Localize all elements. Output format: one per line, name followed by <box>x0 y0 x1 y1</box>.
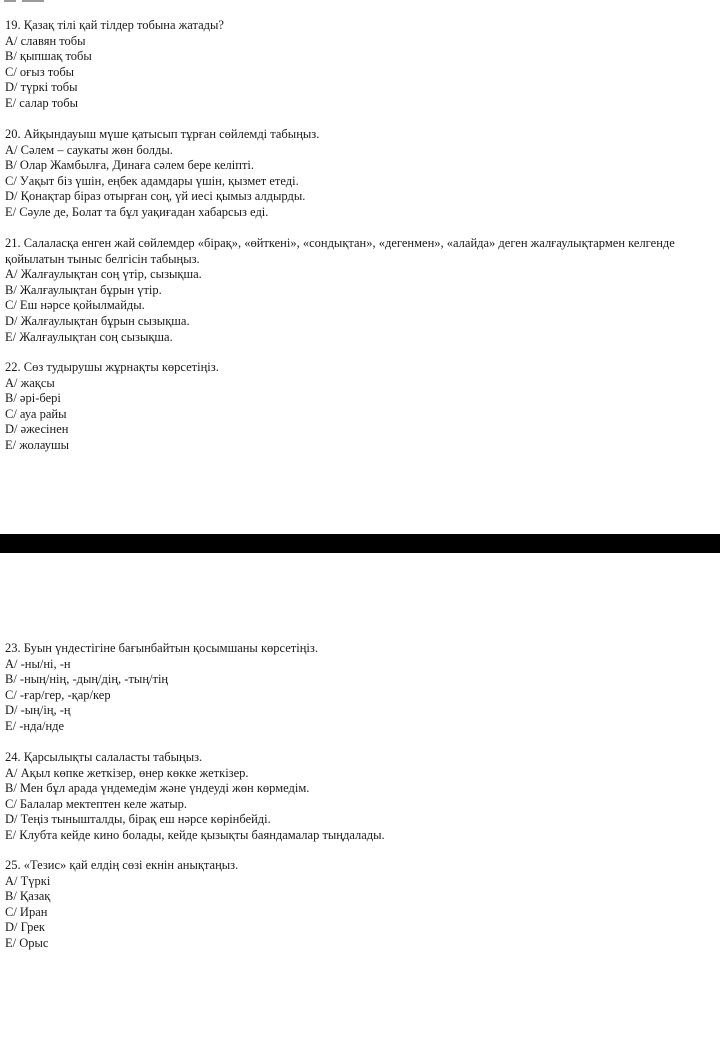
question-24 <box>5 750 712 844</box>
option-e: E/ Сәуле де, Болат та бұл уақиғадан хабарсыз еді. <box>5 204 269 219</box>
question-23 <box>5 641 712 735</box>
option-e: E/ салар тобы <box>5 95 79 110</box>
cropped-text-fragment <box>0 0 60 4</box>
question-text: 23. Буын үндестігіне бағынбайтын қосымшаны көрсетіңіз. <box>5 641 318 655</box>
option-a: A/ славян тобы <box>5 33 86 48</box>
option-b: B/ Олар Жамбылға, Динаға сәлем бере келіпті. <box>5 158 254 173</box>
option-c: C/ Балалар мектептен келе жатыр. <box>5 796 188 811</box>
option-c: C/ оғыз тобы <box>5 64 75 79</box>
question-text: 21. Салаласқа енген жай сөйлемдер «бірақ», «өйткені», «сондықтан», «дегенмен», «алайда» деген жалғаулықтармен келгенде қойылатын тыныс белгісін табыңыз. <box>5 236 675 266</box>
option-d: D/ Теңіз тынышталды, бірақ еш нәрсе көрінбейді. <box>5 812 271 827</box>
option-b: B/ -ның/нің, -дың/дің, -тың/тің <box>5 672 169 687</box>
question-text: 25. «Тезис» қай елдің сөзі екнін анықтаңыз. <box>5 858 239 872</box>
question-21 <box>5 236 712 345</box>
option-b: B/ қыпшақ тобы <box>5 49 92 64</box>
option-e: E/ Жалғаулықтан соң сызықша. <box>5 329 173 344</box>
option-c: C/ Иран <box>5 904 48 919</box>
question-25 <box>5 858 712 952</box>
option-d: D/ түркі тобы <box>5 80 78 95</box>
option-d: D/ Қонақтар біраз отырған соң, үй иесі қымыз алдырды. <box>5 189 306 204</box>
option-a: A/ Ақыл көпке жеткізер, өнер көкке жеткізер. <box>5 765 249 780</box>
question-19 <box>5 18 712 112</box>
option-a: A/ Сәлем – саукаты жөн болды. <box>5 142 173 157</box>
option-d: D/ әжесінен <box>5 422 69 437</box>
question-22 <box>5 360 712 454</box>
option-a: A/ -ны/ні, -н <box>5 656 71 671</box>
option-b: B/ әрі-бері <box>5 391 61 406</box>
question-20 <box>5 127 712 221</box>
option-d: D/ -ың/ің, -ң <box>5 703 71 718</box>
question-text: 22. Сөз тудырушы жұрнақты көрсетіңіз. <box>5 360 219 374</box>
option-d: D/ Жалғаулықтан бұрын сызықша. <box>5 313 190 328</box>
option-c: C/ -ғар/гер, -қар/кер <box>5 687 111 702</box>
option-e: E/ Клубта кейде кино болады, кейде қызықты баяндамалар тыңдалады. <box>5 827 385 842</box>
option-b: B/ Мен бұл арада үндемедім және үндеуді жөн көрмедім. <box>5 781 310 796</box>
option-c: C/ Уақыт біз үшін, еңбек адамдары үшін, қызмет етеді. <box>5 173 299 188</box>
option-e: E/ -нда/нде <box>5 718 65 733</box>
option-b: B/ Жалғаулықтан бұрын үтір. <box>5 282 162 297</box>
option-a: A/ Түркі <box>5 873 51 888</box>
option-a: A/ жақсы <box>5 375 55 390</box>
option-c: C/ ауа райы <box>5 406 67 421</box>
question-text: 20. Айқындауыш мүше қатысып тұрған сөйлемді табыңыз. <box>5 127 320 141</box>
question-text: 24. Қарсылықты салаласты табыңыз. <box>5 750 203 764</box>
option-c: C/ Еш нәрсе қойылмайды. <box>5 298 145 313</box>
page-bottom <box>0 553 720 1061</box>
option-a: A/ Жалғаулықтан соң үтір, сызықша. <box>5 267 202 282</box>
option-b: B/ Қазақ <box>5 889 51 904</box>
option-e: E/ Орыс <box>5 935 49 950</box>
page-separator <box>0 534 720 553</box>
option-d: D/ Грек <box>5 920 45 935</box>
question-text: 19. Қазақ тілі қай тілдер тобына жатады? <box>5 18 224 32</box>
option-e: E/ жолаушы <box>5 437 70 452</box>
